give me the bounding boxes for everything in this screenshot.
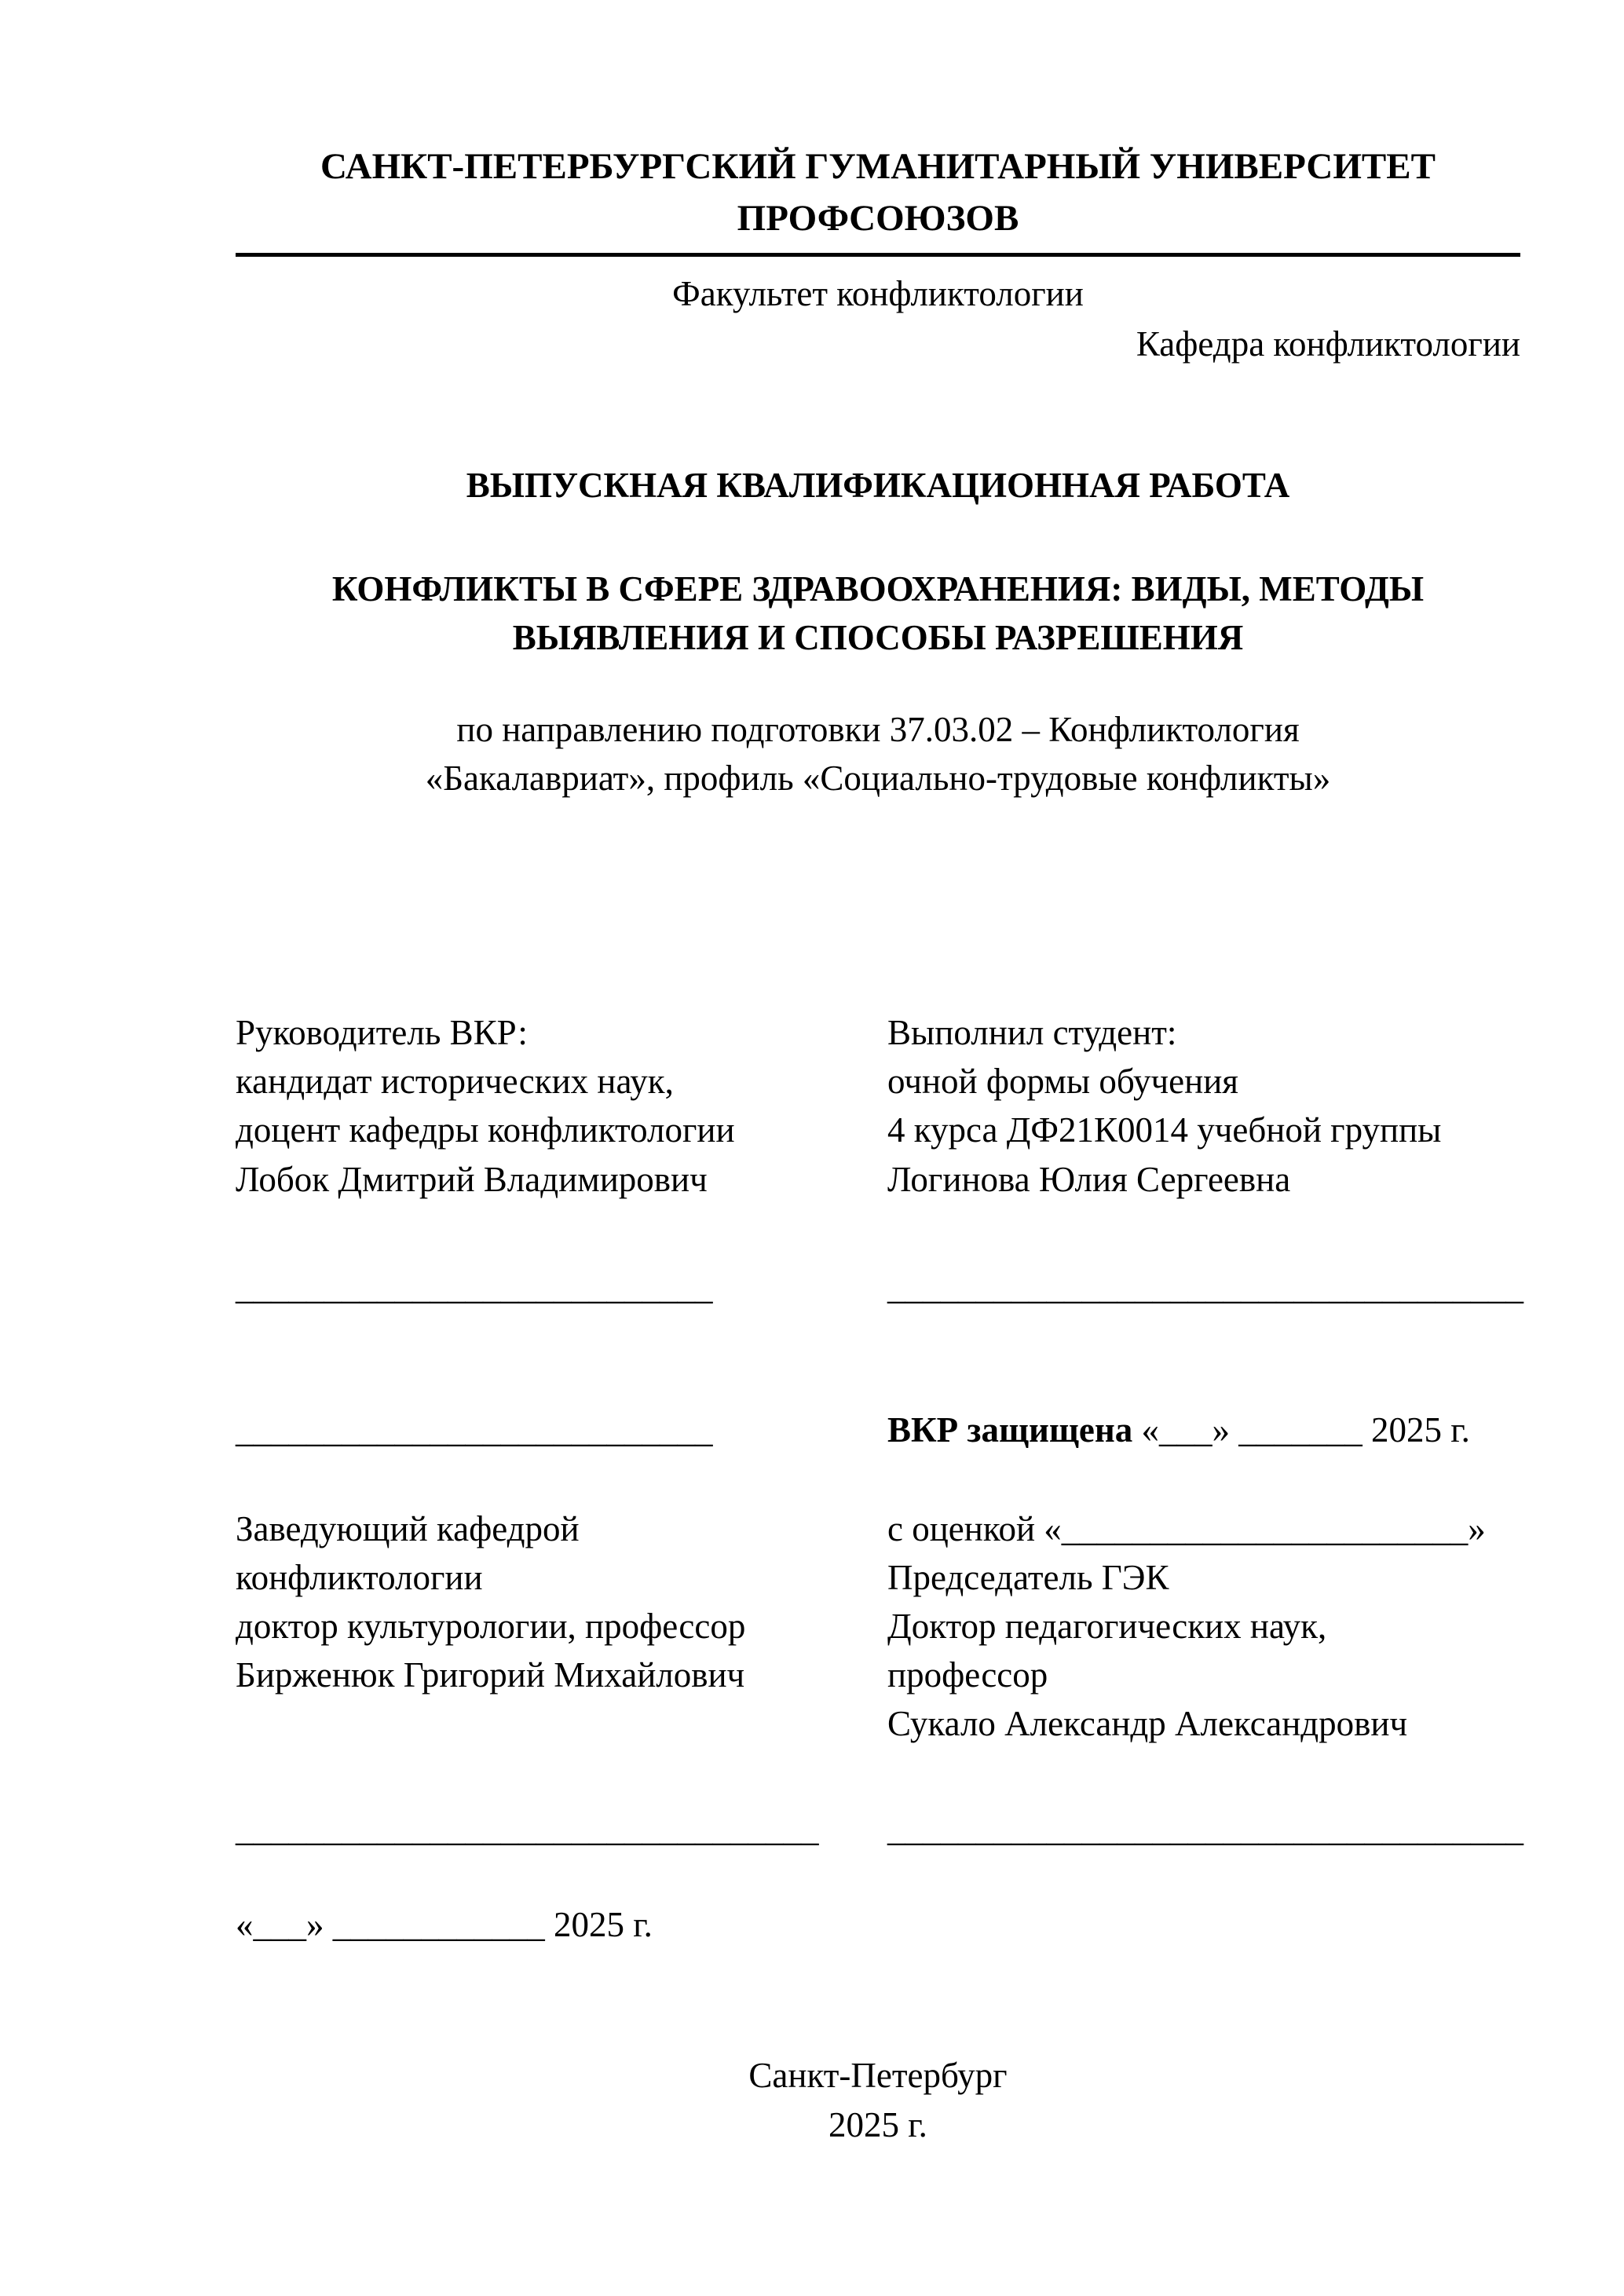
chairman-degree-line: Доктор педагогических наук,	[887, 1607, 1327, 1646]
supervisor-degree-line: кандидат исторических наук,	[236, 1062, 674, 1102]
supervisor-student-row	[236, 1008, 1520, 1203]
program-profile-line: «Бакалавриат», профиль «Социально-трудовые конфликты»	[425, 759, 1331, 799]
student-block	[887, 1008, 1520, 1203]
chairman-signature-line: ____________________________________	[887, 1809, 1523, 1849]
student-group-line: 4 курса ДФ21К0014 учебной группы	[887, 1110, 1442, 1150]
defense-date-blank: «___» _______ 2025 г.	[1132, 1409, 1470, 1450]
faculty-line: Факультет конфликтологии	[672, 273, 1084, 313]
head-of-department-block	[236, 1504, 887, 1699]
student-role-line: Выполнил студент:	[887, 1013, 1177, 1053]
head-signature-line-upper: ___________________________	[236, 1409, 713, 1450]
head-role-line2: конфликтологии	[236, 1557, 483, 1597]
student-study-form-line: очной формы обучения	[887, 1062, 1238, 1102]
city-line: Санкт-Петербург	[748, 2056, 1008, 2096]
program-info	[236, 705, 1520, 803]
university-name	[236, 141, 1520, 245]
head-name: Бирженюк Григорий Михайлович	[236, 1655, 745, 1695]
thesis-title	[236, 565, 1520, 662]
student-name: Логинова Юлия Сергеевна	[887, 1159, 1291, 1199]
defense-label: ВКР защищена	[887, 1409, 1133, 1450]
supervisor-block	[236, 1008, 887, 1203]
date-line: «___» ____________ 2025 г.	[236, 1905, 653, 1945]
university-name-line1: САНКТ-ПЕТЕРБУРГСКИЙ ГУМАНИТАРНЫЙ УНИВЕРСИТЕТ	[320, 146, 1436, 187]
program-direction-line: по направлению подготовки 37.03.02 – Конфликтология	[456, 710, 1300, 750]
chairman-role-line: Председатель ГЭК	[887, 1557, 1169, 1597]
supervisor-name: Лобок Дмитрий Владимирович	[236, 1159, 708, 1199]
work-type-heading: ВЫПУСКНАЯ КВАЛИФИКАЦИОННАЯ РАБОТА	[466, 465, 1290, 505]
supervisor-role-line: Руководитель ВКР:	[236, 1013, 528, 1053]
grade-line: с оценкой «_______________________»	[887, 1508, 1486, 1548]
year-line: 2025 г.	[828, 2104, 927, 2144]
defense-line	[887, 1406, 1520, 1454]
head-degree-line: доктор культурологии, профессор	[236, 1607, 746, 1646]
first-signature-row	[236, 1263, 1523, 1311]
chairman-name: Сукало Александр Александрович	[887, 1704, 1408, 1744]
student-signature-line: ____________________________________	[887, 1267, 1523, 1307]
grade-chairman-block	[887, 1504, 1520, 1748]
defense-row	[236, 1406, 1520, 1454]
header-divider	[236, 253, 1520, 257]
head-role-line1: Заведующий кафедрой	[236, 1508, 580, 1548]
supervisor-signature-line: ___________________________	[236, 1267, 713, 1307]
thesis-title-line2: ВЫЯВЛЕНИЯ И СПОСОБЫ РАЗРЕШЕНИЯ	[512, 617, 1244, 657]
second-signature-row	[236, 1804, 1523, 1853]
department-line: Кафедра конфликтологии	[1136, 324, 1520, 364]
date-row	[236, 1900, 1520, 1949]
university-name-line2: ПРОФСОЮЗОВ	[737, 197, 1019, 239]
chairman-title-line: профессор	[887, 1655, 1048, 1695]
head-chairman-row	[236, 1504, 1520, 1748]
head-signature-line-lower: _________________________________	[236, 1809, 819, 1849]
thesis-title-line1: КОНФЛИКТЫ В СФЕРЕ ЗДРАВООХРАНЕНИЯ: ВИДЫ, МЕТОДЫ	[331, 569, 1425, 609]
supervisor-position-line: доцент кафедры конфликтологии	[236, 1110, 735, 1150]
